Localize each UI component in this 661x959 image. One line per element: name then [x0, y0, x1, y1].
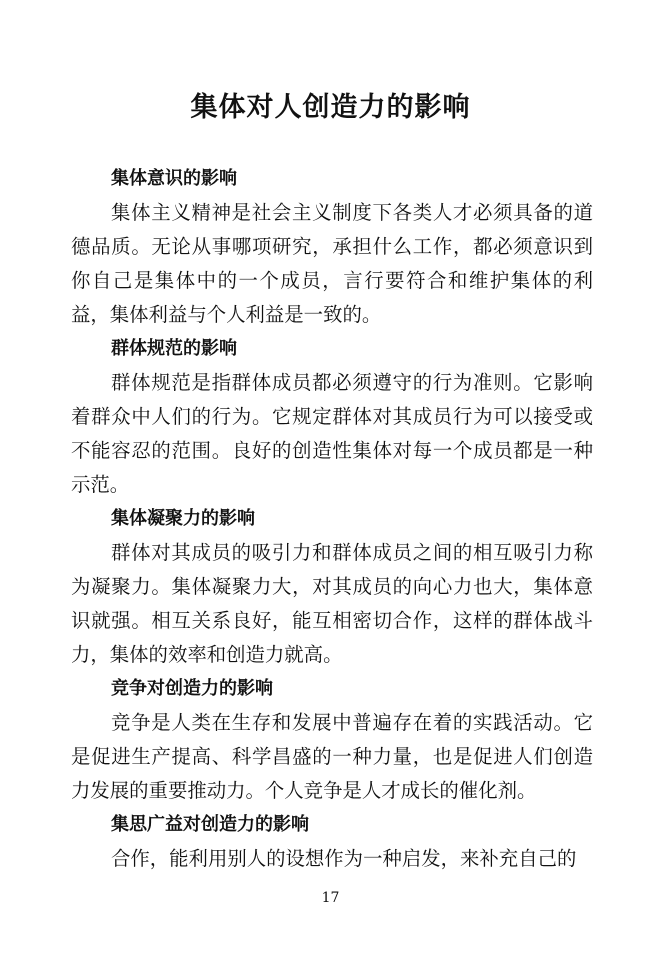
- page-number: 17: [321, 890, 340, 906]
- section-competition: [71, 672, 593, 808]
- page-title: 集体对人创造力的影响: [190, 92, 471, 123]
- section-heading: 集体凝聚力的影响: [111, 508, 255, 529]
- section-heading: 集思广益对创造力的影响: [111, 814, 309, 835]
- section-cohesion: [71, 502, 593, 672]
- section-group-norms: [71, 332, 593, 502]
- section-heading: 群体规范的影响: [111, 338, 237, 359]
- body-text: [71, 162, 593, 876]
- section-paragraph: 群体规范是指群体成员都必须遵守的行为准则。它影响着群众中人们的行为。它规定群体对其成员行为可以接受或不能容忍的范围。良好的创造性集体对每一个成员都是一种示范。: [71, 371, 593, 496]
- section-heading: 竞争对创造力的影响: [111, 678, 273, 699]
- section-paragraph: 集体主义精神是社会主义制度下各类人才必须具备的道德品质。无论从事哪项研究，承担什么工作，都必须意识到你自己是集体中的一个成员，言行要符合和维护集体的利益，集体利益与个人利益是一致的。: [71, 201, 593, 326]
- section-paragraph: 竞争是人类在生存和发展中普遍存在着的实践活动。它是促进生产提高、科学昌盛的一种力量，也是促进人们创造力发展的重要推动力。个人竞争是人才成长的催化剂。: [71, 711, 593, 802]
- section-paragraph: 合作，能利用别人的设想作为一种启发，来补充自己的: [111, 847, 577, 870]
- section-brainstorming: [71, 808, 593, 876]
- section-collective-consciousness: [71, 162, 593, 332]
- section-heading: 集体意识的影响: [111, 168, 237, 189]
- section-paragraph: 群体对其成员的吸引力和群体成员之间的相互吸引力称为凝聚力。集体凝聚力大，对其成员的向心力也大，集体意识就强。相互关系良好，能互相密切合作，这样的群体战斗力，集体的效率和创造力就高。: [71, 541, 593, 666]
